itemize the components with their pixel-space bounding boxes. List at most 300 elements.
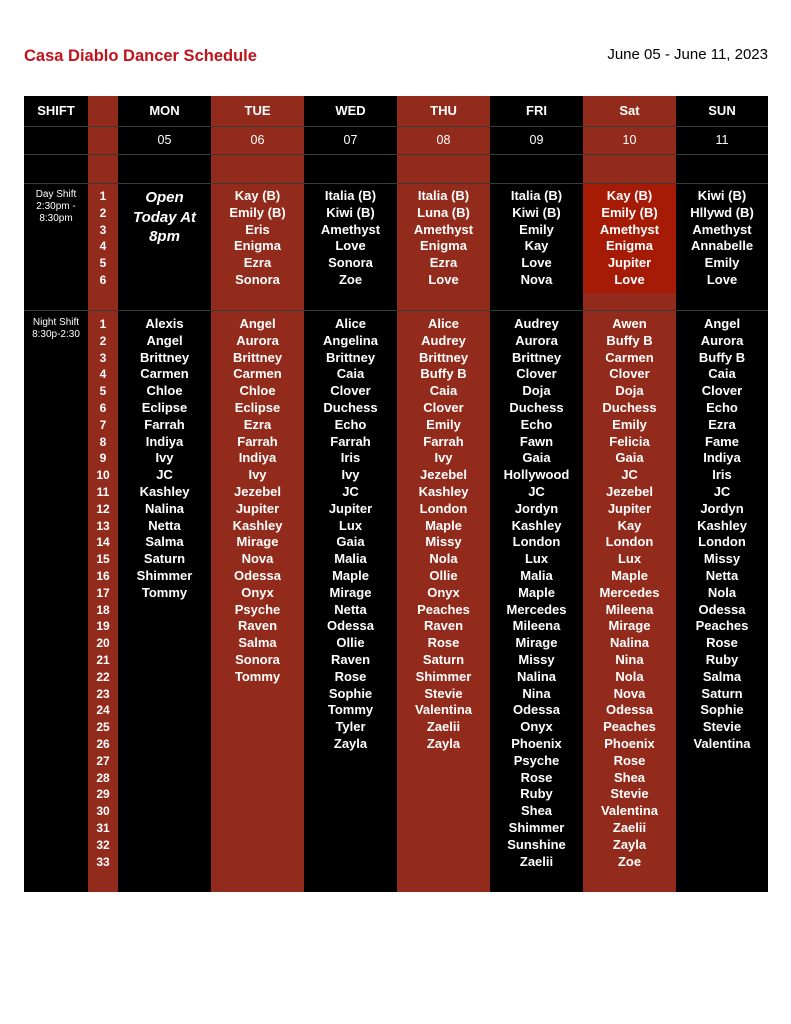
dancer-name: London — [698, 534, 746, 550]
dancer-name: Peaches — [603, 719, 656, 735]
night-slot-number: 18 — [96, 602, 110, 617]
dancer-name: Netta — [148, 517, 181, 533]
dancer-name: Shea — [613, 769, 646, 785]
day-header: SUN — [708, 103, 736, 118]
dancer-name: Odessa — [513, 702, 560, 718]
night-slot-number: 4 — [99, 367, 107, 382]
night-slot-number: 24 — [96, 703, 110, 718]
dancer-name: Hllywd (B) — [690, 204, 754, 220]
dancer-name: Mirage — [236, 534, 279, 550]
dancer-name: Love — [706, 271, 738, 287]
dancer-name: Italia (B) — [417, 188, 470, 203]
day-shift-list — [490, 188, 583, 289]
dancer-name: London — [605, 534, 654, 550]
dancer-name: Jezebel — [606, 483, 653, 499]
dancer-name: Ezra — [243, 255, 272, 271]
dancer-name: Luna (B) — [417, 204, 470, 220]
dancer-name: Nalina — [516, 668, 556, 684]
day-column-wed — [304, 96, 397, 892]
dancer-name: Rose — [706, 635, 738, 651]
dancer-name: Saturn — [701, 685, 743, 701]
dancer-name: Zoe — [617, 853, 642, 869]
dancer-name: Brittney — [418, 349, 469, 365]
dancer-name: Amethyst — [320, 221, 381, 237]
night-slot-number: 9 — [99, 451, 107, 466]
day-slot-number: 1 — [99, 189, 107, 203]
dancer-name: Buffy B — [698, 349, 746, 365]
dancer-name: Jezebel — [420, 467, 467, 483]
night-slot-number: 13 — [96, 518, 110, 533]
dancer-name: Ollie — [336, 635, 365, 651]
day-number-list — [88, 188, 118, 289]
dancer-name: Chloe — [239, 383, 276, 399]
dancer-name: Raven — [330, 651, 371, 667]
night-shift-list — [118, 316, 211, 602]
night-slot-number: 3 — [99, 350, 107, 365]
dancer-name: Kay — [524, 238, 549, 254]
dancer-name: Jordyn — [514, 500, 559, 516]
night-slot-number: 28 — [96, 770, 110, 785]
dancer-name: Kashley — [139, 483, 190, 499]
dancer-name: Kiwi (B) — [326, 204, 375, 220]
dancer-name: Jupiter — [328, 500, 373, 516]
date-range: June 05 - June 11, 2023 — [607, 46, 768, 63]
dancer-name: Jordyn — [700, 500, 744, 516]
dancer-name: Mileena — [512, 618, 561, 634]
dancer-name: Tommy — [234, 668, 281, 684]
dancer-name: Iris — [712, 467, 732, 483]
dancer-name: Shea — [520, 803, 553, 819]
dancer-name: Enigma — [420, 238, 467, 254]
dancer-name: Sonora — [235, 651, 280, 667]
dancer-name: Enigma — [606, 238, 653, 254]
dancer-name: Echo — [334, 416, 367, 432]
day-column-fri — [490, 96, 583, 892]
dancer-name: Eclipse — [234, 399, 281, 415]
dancer-name: Missy — [703, 551, 741, 567]
dancer-name: Malia — [334, 551, 367, 567]
dancer-name: Nola — [707, 584, 737, 600]
dancer-name: Ezra — [243, 416, 272, 432]
dancer-name: JC — [156, 467, 173, 483]
shift-divider — [24, 310, 768, 311]
night-slot-number: 25 — [96, 720, 110, 735]
dancer-name: Kay (B) — [234, 188, 281, 203]
dancer-name: Kay — [617, 517, 642, 533]
dancer-name: Alexis — [145, 316, 184, 331]
dancer-name: Amethyst — [599, 221, 660, 237]
dancer-name: Carmen — [233, 366, 282, 382]
dancer-name: Ollie — [429, 567, 458, 583]
dancer-name: Onyx — [241, 584, 274, 600]
day-date: 06 — [250, 133, 265, 147]
shift-header: SHIFT — [37, 103, 75, 118]
dancer-name: Alice — [427, 316, 460, 331]
dancer-name: Zaelii — [612, 819, 647, 835]
night-shift-list — [583, 316, 676, 870]
dancer-name: Audrey — [421, 332, 466, 348]
number-column — [88, 96, 118, 892]
dancer-name: Rose — [520, 769, 553, 785]
dancer-name: Awen — [612, 316, 647, 331]
dancer-name: Jupiter — [235, 500, 280, 516]
night-shift-list — [304, 316, 397, 753]
dancer-name: Love — [614, 271, 645, 287]
day-header: Sat — [619, 103, 640, 118]
dancer-name: Farrah — [423, 433, 464, 449]
dancer-name: Caia — [708, 366, 736, 382]
date-divider — [24, 154, 768, 155]
day-slot-number: 2 — [99, 205, 107, 220]
day-date: 10 — [622, 133, 637, 147]
dancer-name: Odessa — [698, 601, 746, 617]
day-column-sat — [583, 96, 676, 892]
dancer-name: Lux — [617, 551, 642, 567]
dancer-name: Ruby — [520, 786, 553, 802]
dancer-name: Missy — [518, 651, 555, 667]
night-slot-number: 6 — [99, 400, 107, 415]
dancer-name: Echo — [706, 399, 738, 415]
dancer-name: Kiwi (B) — [512, 204, 561, 220]
dancer-name: Brittney — [139, 349, 190, 365]
dancer-name: Nola — [615, 668, 644, 684]
dancer-name: Peaches — [417, 601, 470, 617]
night-shift-list — [211, 316, 304, 686]
dancer-name: Maple — [425, 517, 462, 533]
dancer-name: Nalina — [609, 635, 649, 651]
dancer-name: Netta — [705, 567, 739, 583]
dancer-name: Ivy — [341, 467, 360, 483]
dancer-name: Jupiter — [607, 500, 652, 516]
dancer-name: Kay (B) — [606, 188, 653, 203]
dancer-name: Angel — [703, 316, 741, 331]
page-title: Casa Diablo Dancer Schedule — [24, 47, 257, 65]
dancer-name: Buffy B — [420, 366, 467, 382]
dancer-name: Fawn — [519, 433, 554, 449]
dancer-name: London — [419, 500, 468, 516]
dancer-name: Kiwi (B) — [697, 188, 747, 203]
night-shift-label: Night Shift 8:30p-2:30 — [32, 317, 80, 340]
dancer-name: Ezra — [429, 255, 458, 271]
dancer-name: Rose — [334, 668, 367, 684]
day-column-mon — [118, 96, 211, 892]
dancer-name: Stevie — [702, 719, 742, 735]
dancer-name: Kashley — [697, 517, 747, 533]
dancer-name: Duchess — [602, 399, 657, 415]
dancer-name: Indiya — [238, 450, 277, 466]
night-slot-number: 14 — [96, 535, 110, 550]
dancer-name: Valentina — [693, 735, 751, 751]
dancer-name: Mirage — [608, 618, 651, 634]
dancer-name: Farrah — [330, 433, 371, 449]
dancer-name: Emily (B) — [601, 204, 658, 220]
dancer-name: Audrey — [514, 316, 559, 331]
night-shift-list — [490, 316, 583, 870]
day-column-thu — [397, 96, 490, 892]
dancer-name: Zayla — [333, 735, 368, 751]
dancer-name: Valentina — [600, 803, 659, 819]
dancer-name: Tyler — [335, 719, 366, 735]
dancer-name: Caia — [429, 383, 458, 399]
night-shift-list — [397, 316, 490, 753]
dancer-name: Onyx — [427, 584, 460, 600]
dancer-name: Raven — [423, 618, 464, 634]
dancer-name: Psyche — [513, 752, 560, 768]
dancer-name: Ruby — [705, 651, 739, 667]
night-slot-number: 7 — [99, 417, 107, 432]
dancer-name: Love — [428, 271, 459, 287]
dancer-name: Fame — [705, 433, 739, 449]
dancer-name: Nalina — [144, 500, 184, 516]
dancer-name: Psyche — [234, 601, 281, 617]
dancer-name: Saturn — [143, 551, 186, 567]
night-slot-number: 10 — [96, 468, 110, 483]
day-slot-number: 4 — [99, 239, 107, 254]
dancer-name: Eris — [245, 221, 270, 237]
dancer-name: Onyx — [520, 719, 553, 735]
night-slot-number: 27 — [96, 753, 110, 768]
day-shift-list — [304, 188, 397, 289]
dancer-name: Mirage — [515, 635, 558, 651]
night-shift-list — [676, 316, 768, 753]
dancer-name: Eclipse — [141, 399, 188, 415]
dancer-name: Ezra — [708, 416, 736, 432]
dancer-name: Clover — [701, 383, 743, 399]
dancer-name: Emily — [704, 255, 740, 271]
spacer-divider — [24, 183, 768, 184]
day-date: 07 — [343, 133, 358, 147]
dancer-name: Ivy — [434, 450, 453, 466]
dancer-name: Aurora — [515, 332, 558, 348]
dancer-name: Salma — [702, 668, 742, 684]
dancer-name: Maple — [611, 567, 648, 583]
day-shift-list — [397, 188, 490, 289]
dancer-name: Peaches — [695, 618, 749, 634]
dancer-name: Odessa — [327, 618, 374, 634]
dancer-name: Emily — [519, 221, 554, 237]
night-slot-number: 21 — [96, 652, 110, 667]
dancer-name: Valentina — [414, 702, 473, 718]
dancer-name: Rose — [427, 635, 460, 651]
dancer-name: Sunshine — [507, 836, 566, 852]
dancer-name: London — [512, 534, 561, 550]
dancer-name: Brittney — [325, 349, 376, 365]
header-divider — [24, 126, 768, 127]
day-slot-number: 6 — [99, 272, 107, 287]
day-date: 05 — [157, 133, 172, 147]
dancer-name: Zayla — [426, 735, 461, 751]
dancer-name: Emily — [612, 416, 647, 432]
day-header: TUE — [244, 103, 271, 118]
dancer-name: Farrah — [237, 433, 278, 449]
dancer-name: Alice — [334, 316, 367, 331]
dancer-name: Angelina — [323, 332, 378, 348]
night-number-list — [88, 316, 118, 870]
dancer-name: Ivy — [155, 450, 174, 466]
dancer-name: Italia (B) — [510, 188, 563, 203]
night-slot-number: 2 — [99, 333, 107, 348]
dancer-name: Tommy — [327, 702, 374, 718]
dancer-name: Duchess — [509, 399, 564, 415]
dancer-name: Angel — [146, 332, 183, 348]
dancer-name: Mileena — [605, 601, 654, 617]
night-slot-number: 33 — [96, 854, 110, 869]
dancer-name: Sophie — [328, 685, 373, 701]
day-column-sun — [676, 96, 768, 892]
dancer-name: Love — [335, 238, 366, 254]
dancer-name: Rose — [613, 752, 646, 768]
dancer-name: Shimmer — [415, 668, 472, 684]
night-slot-number: 1 — [99, 317, 107, 331]
dancer-name: Gaia — [522, 450, 551, 466]
dancer-name: JC — [621, 467, 638, 483]
dancer-name: Zayla — [612, 836, 647, 852]
day-header: MON — [149, 103, 180, 118]
dancer-name: Chloe — [146, 383, 183, 399]
dancer-name: Maple — [332, 567, 369, 583]
day-shift-list — [676, 188, 768, 289]
dancer-name: Brittney — [511, 349, 562, 365]
dancer-name: Lux — [338, 517, 363, 533]
open-note: Open Today At 8pm — [132, 189, 197, 245]
dancer-name: Italia (B) — [324, 188, 377, 203]
night-slot-number: 20 — [96, 636, 110, 651]
dancer-name: Angel — [239, 316, 276, 331]
dancer-name: Salma — [238, 635, 277, 651]
dancer-name: Tommy — [141, 584, 188, 600]
night-slot-number: 30 — [96, 804, 110, 819]
dancer-name: Kashley — [232, 517, 283, 533]
dancer-name: Caia — [336, 366, 365, 382]
dancer-name: Carmen — [140, 366, 189, 382]
dancer-name: Amethyst — [413, 221, 474, 237]
dancer-name: Nova — [241, 551, 274, 567]
dancer-name: Doja — [522, 383, 551, 399]
night-slot-number: 17 — [96, 585, 110, 600]
dancer-name: Clover — [516, 366, 557, 382]
dancer-name: Maple — [518, 584, 555, 600]
night-slot-number: 5 — [99, 384, 107, 399]
dancer-name: Stevie — [610, 786, 649, 802]
dancer-name: Mirage — [329, 584, 372, 600]
day-shift-list — [583, 188, 676, 289]
dancer-name: Enigma — [234, 238, 281, 254]
dancer-name: Sophie — [700, 702, 744, 718]
day-date: 08 — [436, 133, 451, 147]
dancer-name: JC — [342, 483, 359, 499]
night-slot-number: 22 — [96, 669, 110, 684]
dancer-name: Annabelle — [690, 238, 754, 254]
dancer-name: Shimmer — [508, 819, 565, 835]
dancer-name: Lux — [524, 551, 549, 567]
dancer-name: JC — [713, 483, 731, 499]
day-date: 09 — [529, 133, 544, 147]
dancer-name: Nina — [522, 685, 551, 701]
night-slot-number: 32 — [96, 837, 110, 852]
dancer-name: Odessa — [234, 567, 281, 583]
dancer-name: Zaelii — [519, 853, 554, 869]
day-header: FRI — [526, 103, 547, 118]
dancer-name: Salma — [145, 534, 184, 550]
dancer-name: Gaia — [336, 534, 365, 550]
dancer-name: Netta — [334, 601, 367, 617]
dancer-name: Gaia — [615, 450, 644, 466]
dancer-name: Zaelii — [426, 719, 461, 735]
dancer-name: Nina — [615, 651, 644, 667]
day-shift-label: Day Shift 2:30pm - 8:30pm — [35, 189, 77, 224]
day-slot-number: 3 — [99, 222, 107, 237]
dancer-name: Nova — [613, 685, 646, 701]
day-slot-number: 5 — [99, 256, 107, 271]
dancer-name: Saturn — [422, 651, 465, 667]
dancer-name: Clover — [609, 366, 650, 382]
dancer-name: Mercedes — [506, 601, 567, 617]
dancer-name: Indiya — [703, 450, 741, 466]
night-slot-number: 11 — [96, 484, 110, 499]
dancer-name: Sonora — [328, 255, 373, 271]
dancer-name: Raven — [237, 618, 278, 634]
dancer-name: Farrah — [144, 416, 185, 432]
dancer-name: Amethyst — [692, 221, 752, 237]
dancer-name: Aurora — [236, 332, 279, 348]
day-header: THU — [430, 103, 457, 118]
dancer-name: Duchess — [323, 399, 378, 415]
night-slot-number: 26 — [96, 736, 110, 751]
day-shift-list — [211, 188, 304, 289]
night-slot-number: 12 — [96, 501, 110, 516]
dancer-name: Echo — [520, 416, 553, 432]
dancer-name: Indiya — [145, 433, 184, 449]
night-slot-number: 15 — [96, 552, 110, 567]
dancer-name: Hollywood — [503, 467, 570, 483]
shift-column — [24, 96, 88, 892]
dancer-name: Phoenix — [511, 735, 562, 751]
dancer-name: Shimmer — [136, 567, 193, 583]
dancer-name: Malia — [520, 567, 553, 583]
dancer-name: Aurora — [700, 332, 744, 348]
dancer-name: Buffy B — [606, 332, 653, 348]
night-slot-number: 16 — [96, 568, 110, 583]
night-slot-number: 19 — [96, 619, 110, 634]
dancer-name: Felicia — [609, 433, 650, 449]
dancer-name: Carmen — [605, 349, 654, 365]
dancer-name: Mercedes — [599, 584, 660, 600]
dancer-name: JC — [528, 483, 545, 499]
dancer-name: Emily — [426, 416, 461, 432]
dancer-name: Missy — [425, 534, 462, 550]
dancer-name: Stevie — [424, 685, 463, 701]
dancer-name: Zoe — [338, 271, 363, 287]
day-header: WED — [335, 103, 366, 118]
dancer-name: Nola — [429, 551, 458, 567]
dancer-name: Love — [521, 255, 552, 271]
dancer-name: Doja — [615, 383, 644, 399]
dancer-name: Emily (B) — [229, 204, 286, 220]
dancer-name: Kashley — [418, 483, 469, 499]
night-slot-number: 8 — [99, 434, 107, 449]
dancer-name: Clover — [423, 399, 464, 415]
dancer-name: Clover — [330, 383, 371, 399]
dancer-name: Sonora — [235, 271, 280, 287]
day-column-tue — [211, 96, 304, 892]
dancer-name: Phoenix — [604, 735, 655, 751]
dancer-name: Jupiter — [607, 255, 652, 271]
dancer-name: Iris — [340, 450, 361, 466]
day-date: 11 — [715, 133, 729, 147]
dancer-name: Ivy — [248, 467, 267, 483]
dancer-name: Nova — [520, 271, 553, 287]
night-slot-number: 29 — [96, 787, 110, 802]
